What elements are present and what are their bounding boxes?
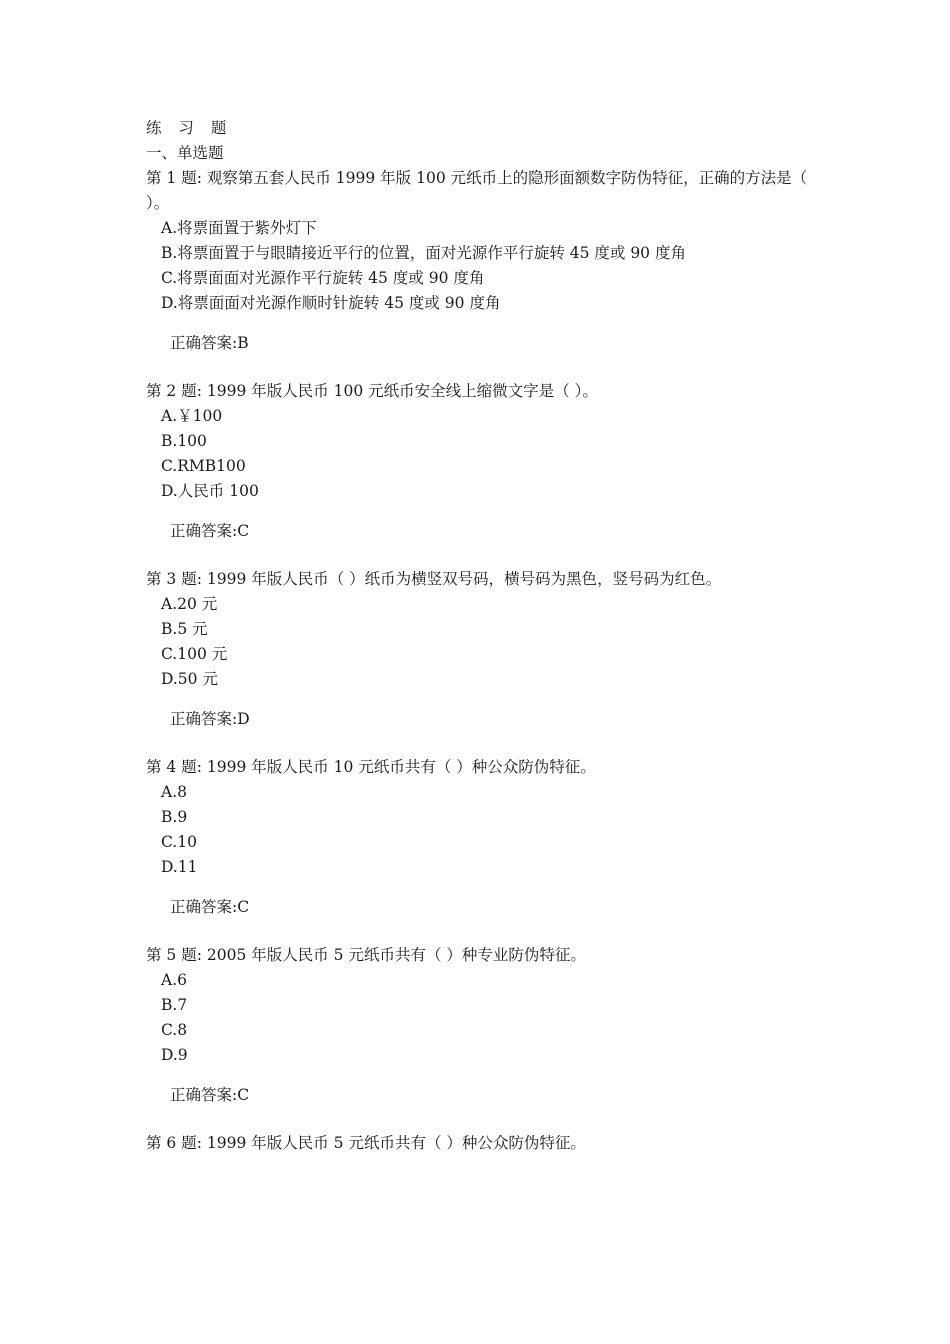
correct-answer: 正确答案:D [170, 710, 250, 728]
question-stem: 第 2 题: 1999 年版人民币 100 元纸币安全线上缩微文字是（ ）。 [146, 382, 598, 400]
document-title: 练 习 题 [146, 119, 233, 137]
option-c: C.8 [161, 1021, 188, 1039]
option-d: D.50 元 [161, 670, 218, 688]
section-heading: 一、单选题 [146, 144, 224, 162]
question-4 [146, 755, 816, 920]
option-b: B.100 [161, 432, 207, 450]
correct-answer: 正确答案:B [170, 334, 249, 352]
correct-answer: 正确答案:C [170, 522, 250, 540]
question-stem: 第 4 题: 1999 年版人民币 10 元纸币共有（ ）种公众防伪特征。 [146, 758, 596, 776]
option-c: C.100 元 [161, 645, 228, 663]
option-d: D.11 [161, 858, 198, 876]
question-stem: 第 3 题: 1999 年版人民币（ ）纸币为横竖双号码，横号码为黑色，竖号码为红色。 [146, 570, 722, 588]
option-c: C.10 [161, 833, 197, 851]
question-6 [146, 1131, 816, 1156]
option-a: A.￥100 [161, 407, 223, 425]
option-d: D.9 [161, 1046, 188, 1064]
correct-answer: 正确答案:C [170, 1086, 250, 1104]
question-5 [146, 943, 816, 1108]
question-1 [146, 166, 816, 356]
option-a: A.20 元 [161, 595, 218, 613]
option-b: B.9 [161, 808, 188, 826]
question-2 [146, 379, 816, 544]
option-d: D.将票面面对光源作顺时针旋转 45 度或 90 度角 [161, 294, 501, 312]
option-a: A.8 [161, 783, 187, 801]
document-content [146, 116, 816, 1156]
question-stem: 第 5 题: 2005 年版人民币 5 元纸币共有（ ）种专业防伪特征。 [146, 946, 586, 964]
correct-answer: 正确答案:C [170, 898, 250, 916]
option-c: C.将票面面对光源作平行旋转 45 度或 90 度角 [161, 269, 485, 287]
option-a: A.将票面置于紫外灯下 [161, 219, 317, 237]
question-stem: 第 1 题: 观察第五套人民币 1999 年版 100 元纸币上的隐形面额数字防伪特征，正确的方法是（ ）。 [146, 169, 808, 212]
question-stem: 第 6 题: 1999 年版人民币 5 元纸币共有（ ）种公众防伪特征。 [146, 1134, 586, 1152]
question-3 [146, 567, 816, 732]
option-b: B.7 [161, 996, 188, 1014]
option-c: C.RMB100 [161, 457, 246, 475]
option-b: B.5 元 [161, 620, 208, 638]
option-a: A.6 [161, 971, 187, 989]
option-d: D.人民币 100 [161, 482, 259, 500]
option-b: B.将票面置于与眼睛接近平行的位置，面对光源作平行旋转 45 度或 90 度角 [161, 244, 686, 262]
